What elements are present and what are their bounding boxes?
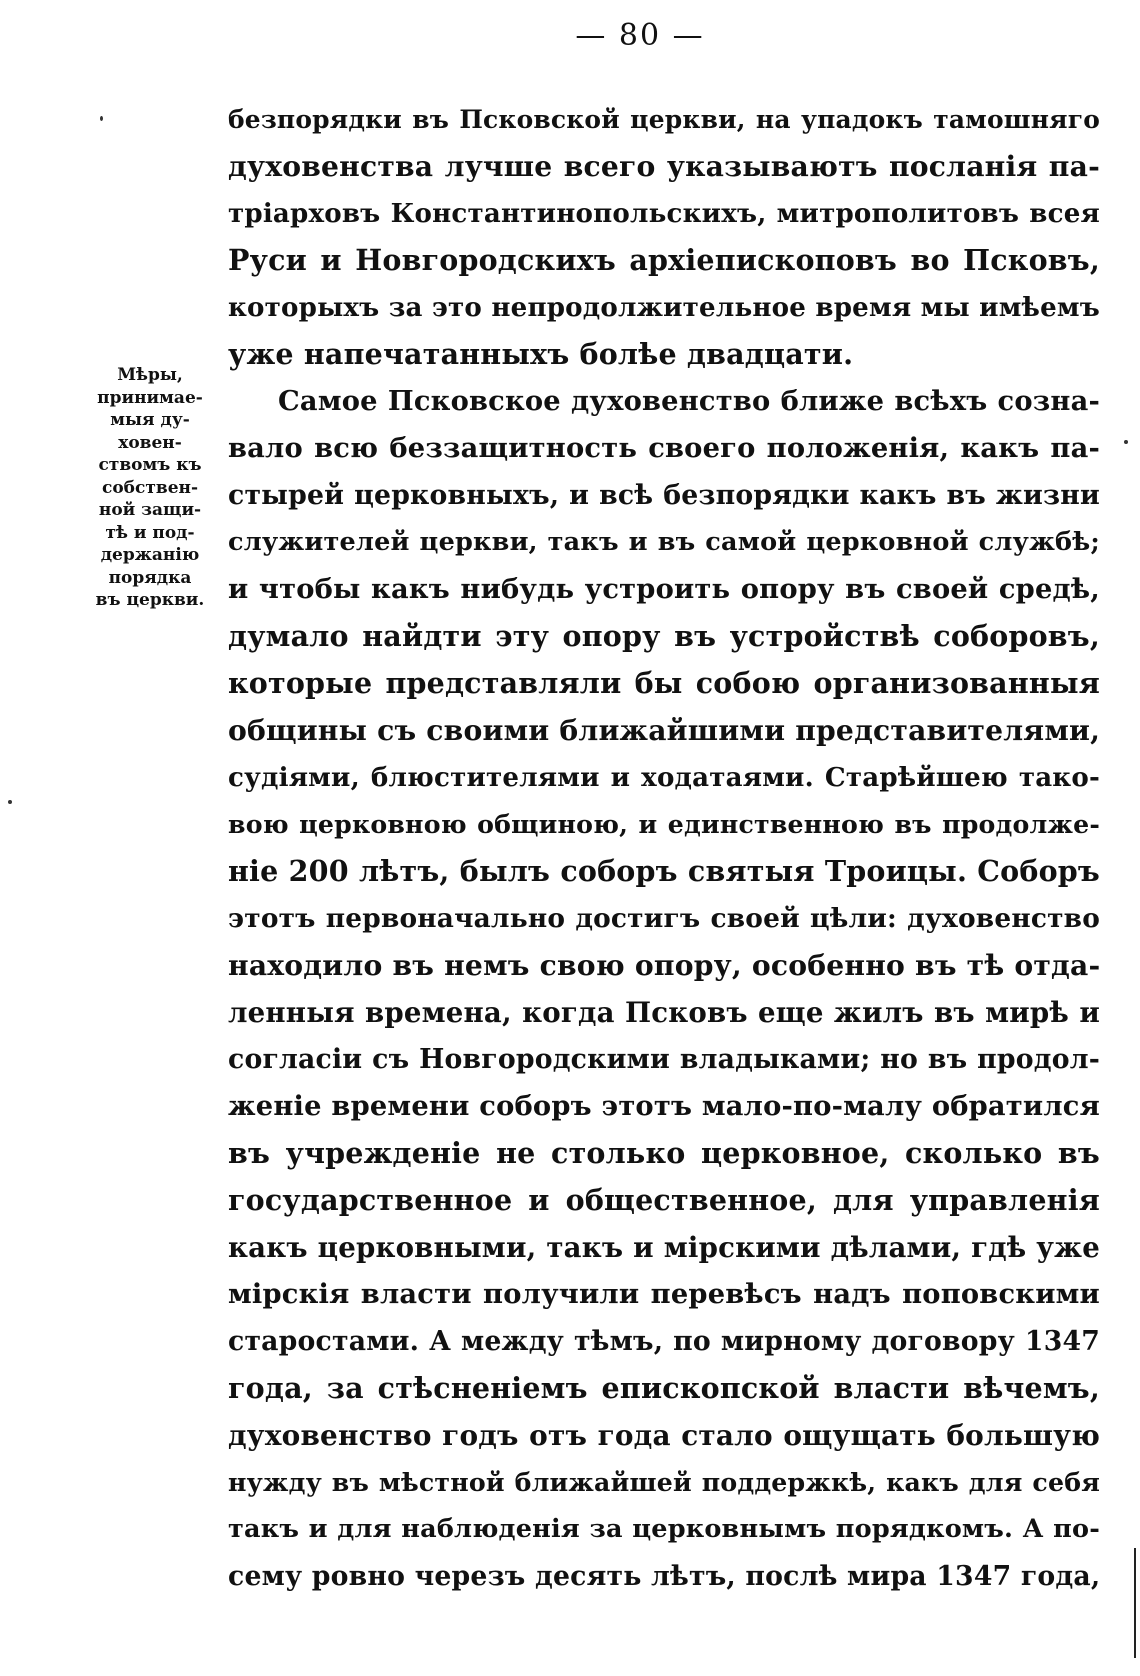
text-line: общины съ своими ближайшими представителями,	[228, 714, 1101, 747]
scan-speck	[8, 800, 12, 804]
text-line: ніе 200 лѣтъ, былъ соборъ святыя Троицы. Соборъ	[228, 854, 1100, 888]
margin-note	[82, 364, 218, 612]
text-line: которые представляли бы собою организованныя	[228, 666, 1100, 700]
margin-note-line: въ церкви.	[95, 590, 205, 610]
text-line: женіе времени соборъ этотъ мало-по-малу обратился	[228, 1090, 1100, 1122]
text-line: государственное и общественное, для управленія	[228, 1183, 1100, 1217]
text-line: и чтобы какъ нибудь устроить опору въ своей средѣ,	[228, 573, 1100, 605]
text-line: вою церковною общиною, и единственною въ продолже-	[228, 809, 1100, 839]
text-line: согласіи съ Новгородскими владыками; но въ продол-	[228, 1044, 1100, 1075]
margin-note-line: ховен-	[118, 432, 182, 453]
page-number: — 80 —	[575, 18, 705, 53]
margin-note-line: мыя ду-	[110, 410, 190, 430]
text-line: такъ и для наблюденія за церковнымъ порядкомъ. А по-	[228, 1514, 1100, 1544]
text-line: судіями, блюстителями и ходатаями. Старѣйшею тако-	[228, 762, 1100, 793]
text-line: которыхъ за это непродолжительное время мы имѣемъ	[228, 292, 1100, 323]
text-line: тріарховъ Константинопольскихъ, митрополитовъ всея	[228, 198, 1100, 229]
text-line: духовенства лучше всего указываютъ посланія па-	[228, 150, 1100, 183]
text-line: въ учрежденіе не столько церковное, сколько въ	[228, 1136, 1100, 1170]
text-line: Руси и Новгородскихъ архіепископовъ во Псковъ,	[228, 243, 1100, 277]
scan-speck	[1124, 440, 1128, 444]
text-line: сему ровно черезъ десять лѣтъ, послѣ мира 1347 года,	[228, 1561, 1101, 1592]
scan-edge-line	[1134, 1548, 1136, 1658]
margin-note-line: Мѣры,	[117, 365, 183, 385]
text-line: ленныя времена, когда Псковъ еще жилъ въ мирѣ и	[228, 996, 1100, 1029]
text-line: уже напечатанныхъ болѣе двадцати.	[228, 337, 854, 371]
text-line: думало найдти эту опору въ устройствѣ соборовъ,	[228, 619, 1100, 653]
text-line: года, за стѣсненіемъ епископской власти вѣчемъ,	[228, 1371, 1100, 1405]
margin-note-line: порядка	[108, 567, 192, 588]
body-text	[228, 96, 1100, 1600]
text-line: нужду въ мѣстной ближайшей поддержкѣ, какъ для себя	[228, 1467, 1100, 1497]
text-line: мірскія власти получили перевѣсъ надъ поповскими	[228, 1278, 1100, 1310]
text-line: вало всю беззащитность своего положенія, какъ па-	[228, 432, 1100, 464]
text-line: безпорядки въ Псковской церкви, на упадокъ тамошняго	[228, 105, 1100, 134]
margin-note-line: ной защи-	[98, 500, 202, 520]
text-line: какъ церковными, такъ и мірскими дѣлами, гдѣ уже	[228, 1231, 1100, 1264]
text-line: старостами. А между тѣмъ, по мирному договору 1347	[228, 1326, 1100, 1357]
margin-note-line: принимае-	[97, 387, 203, 408]
text-line: стырей церковныхъ, и всѣ безпорядки какъ въ жизни	[228, 480, 1100, 511]
margin-note-line: собствен-	[101, 477, 199, 498]
margin-note-line: ствомъ къ	[98, 455, 202, 475]
text-line: служителей церкви, такъ и въ самой церковной службѣ;	[228, 527, 1100, 557]
margin-note-line: держанію	[100, 545, 200, 565]
text-line: духовенство годъ отъ года стало ощущать большую	[228, 1419, 1100, 1452]
scan-speck	[100, 116, 103, 121]
margin-note-line: тѣ и под-	[105, 522, 195, 543]
text-line: этотъ первоначально достигъ своей цѣли: духовенство	[228, 903, 1100, 934]
text-line: находило въ немъ свою опору, особенно въ тѣ отда-	[228, 949, 1101, 982]
text-line: Самое Псковское духовенство ближе всѣхъ созна-	[278, 385, 1100, 417]
